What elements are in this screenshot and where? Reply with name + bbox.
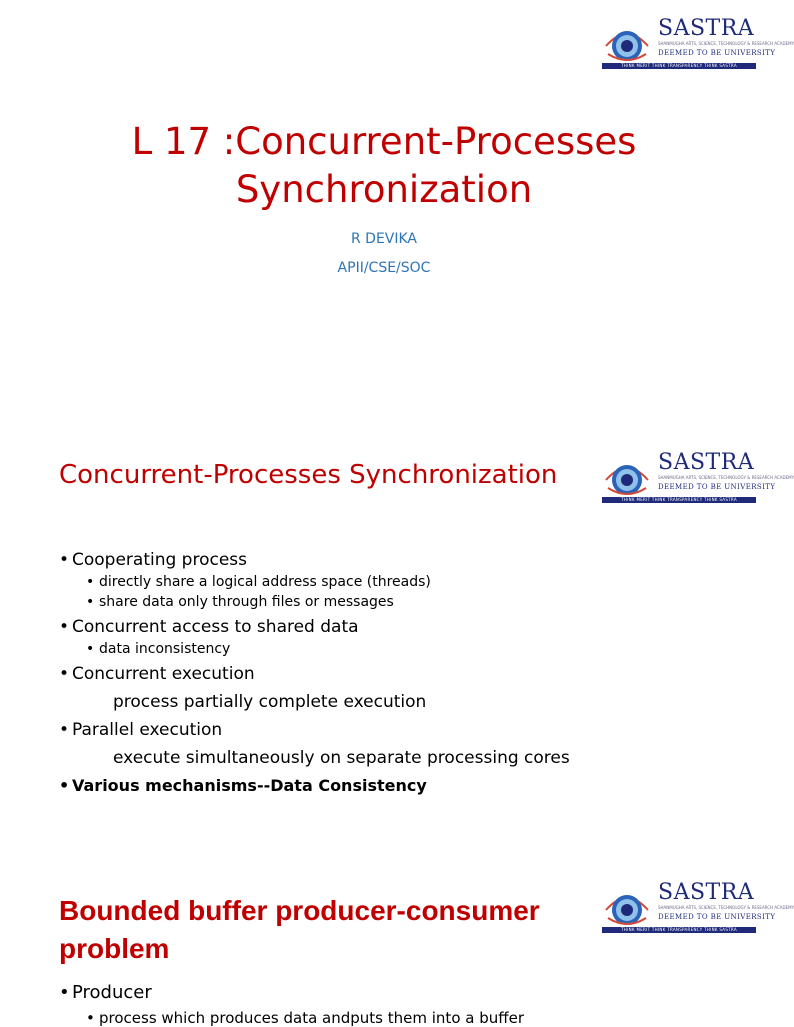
sub-bullet-item: • data inconsistency xyxy=(59,641,570,657)
heading-line-2: problem xyxy=(59,933,170,964)
sub-bullet-item: • share data only through files or messages xyxy=(59,594,570,610)
bullet-list xyxy=(59,550,570,795)
title-line-2: Synchronization xyxy=(235,168,533,211)
slide-concurrent-processes xyxy=(0,410,794,842)
logo-tagline: SHANMUGHA ARTS, SCIENCE, TECHNOLOGY & RESEARCH ACADEMY xyxy=(658,905,794,910)
author-affiliation: APII/CSE/SOC xyxy=(337,260,431,276)
logo-motto: THINK MERIT THINK TRANSPARENCY THINK SASTRA xyxy=(602,927,756,933)
logo-deemed: DEEMED TO BE UNIVERSITY xyxy=(658,483,776,491)
slide-heading xyxy=(59,892,599,968)
logo-motto: THINK MERIT THINK TRANSPARENCY THINK SASTRA xyxy=(602,497,756,503)
title-line-1: L 17 :Concurrent-Processes xyxy=(131,120,637,163)
sastra-logo xyxy=(602,16,794,72)
logo-motto: THINK MERIT THINK TRANSPARENCY THINK SASTRA xyxy=(602,63,756,69)
slide-bounded-buffer xyxy=(0,842,794,1027)
bullet-list xyxy=(59,982,524,1027)
bullet-item: • Parallel execution xyxy=(59,720,570,740)
author-name: R DEVIKA xyxy=(350,231,418,247)
heading-line-1: Bounded buffer producer-consumer xyxy=(59,895,540,926)
bullet-item-bold: • Various mechanisms--Data Consistency xyxy=(59,776,570,795)
slide-title xyxy=(0,0,794,410)
bullet-item: • Cooperating process xyxy=(59,550,570,570)
logo-tagline: SHANMUGHA ARTS, SCIENCE, TECHNOLOGY & RESEARCH ACADEMY xyxy=(658,475,794,480)
indented-text: execute simultaneously on separate processing cores xyxy=(113,748,570,768)
bullet-item: • Concurrent execution xyxy=(59,664,570,684)
logo-name: SASTRA xyxy=(658,880,755,905)
logo-name: SASTRA xyxy=(658,450,755,475)
slide-title-heading xyxy=(0,118,768,214)
logo-name: SASTRA xyxy=(658,16,755,41)
emblem-icon xyxy=(602,24,652,64)
slide-heading: Concurrent-Processes Synchronization xyxy=(59,460,558,490)
emblem-icon xyxy=(602,458,652,498)
logo-deemed: DEEMED TO BE UNIVERSITY xyxy=(658,913,776,921)
bullet-item: • Concurrent access to shared data xyxy=(59,617,570,637)
sastra-logo xyxy=(602,450,794,506)
logo-deemed: DEEMED TO BE UNIVERSITY xyxy=(658,49,776,57)
sub-bullet-item: • directly share a logical address space (threads) xyxy=(59,574,570,590)
emblem-icon xyxy=(602,888,652,928)
bullet-item: • Producer xyxy=(59,982,524,1003)
logo-tagline: SHANMUGHA ARTS, SCIENCE, TECHNOLOGY & RESEARCH ACADEMY xyxy=(658,41,794,46)
sub-bullet-item: • process which produces data andputs them into a buffer xyxy=(59,1009,524,1027)
indented-text: process partially complete execution xyxy=(113,692,427,712)
sastra-logo xyxy=(602,880,794,936)
